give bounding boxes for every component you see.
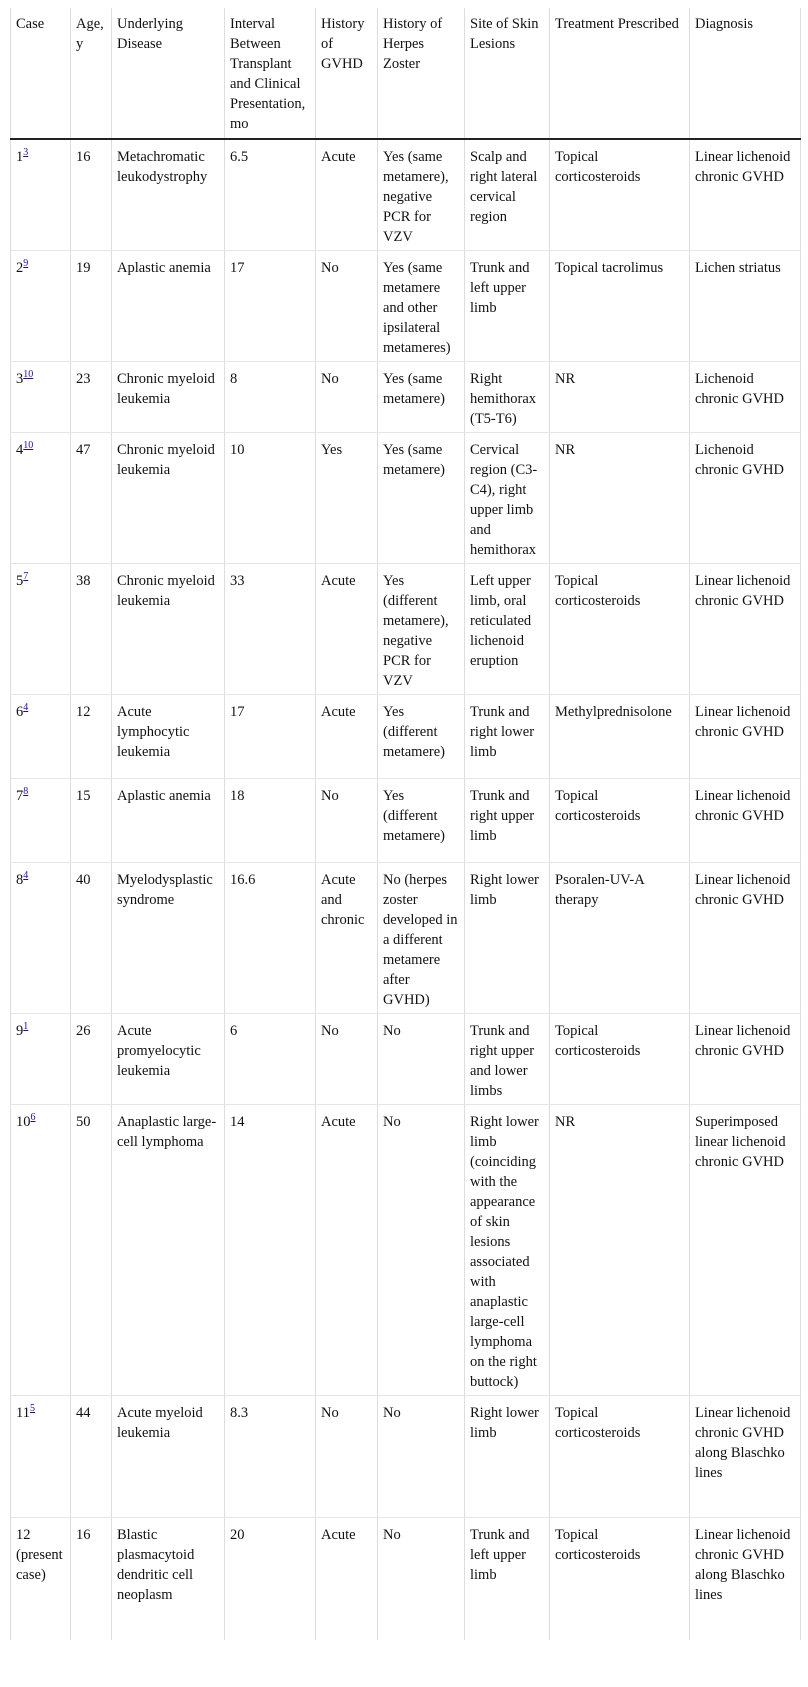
cell-interval: 14 (225, 1105, 316, 1396)
cell-site: Trunk and left upper limb (465, 1518, 550, 1640)
cell-age: 16 (71, 139, 112, 251)
cell-history-gvhd: Acute (316, 695, 378, 779)
cell-age: 15 (71, 779, 112, 863)
cell-site: Left upper limb, oral reticulated lichenoid eruption (465, 564, 550, 695)
cell-age: 40 (71, 863, 112, 1014)
cell-interval: 16.6 (225, 863, 316, 1014)
cell-treatment: Topical corticosteroids (550, 1396, 690, 1518)
cell-underlying-disease: Myelodysplastic syndrome (112, 863, 225, 1014)
cell-history-gvhd: No (316, 1014, 378, 1105)
cell-history-gvhd: Acute (316, 564, 378, 695)
cell-history-gvhd: Yes (316, 433, 378, 564)
cell-history-gvhd: No (316, 779, 378, 863)
cell-underlying-disease: Acute myeloid leukemia (112, 1396, 225, 1518)
cell-case (11, 1014, 71, 1105)
cell-treatment: Topical corticosteroids (550, 1518, 690, 1640)
cell-history-herpes: No (378, 1518, 465, 1640)
cell-underlying-disease: Aplastic anemia (112, 779, 225, 863)
cell-site: Cervical region (C3-C4), right upper limb and hemithorax (465, 433, 550, 564)
column-header-site: Site of Skin Lesions (465, 8, 550, 139)
cell-age: 23 (71, 362, 112, 433)
cell-case (11, 362, 71, 433)
cell-case (11, 433, 71, 564)
case-number: 5 (16, 573, 24, 589)
cell-underlying-disease: Acute promyelocytic leukemia (112, 1014, 225, 1105)
cell-treatment: Topical corticosteroids (550, 564, 690, 695)
cell-age: 38 (71, 564, 112, 695)
cell-underlying-disease: Aplastic anemia (112, 251, 225, 362)
cell-history-gvhd: No (316, 362, 378, 433)
column-header-treatment: Treatment Prescribed (550, 8, 690, 139)
cell-diagnosis: Linear lichenoid chronic GVHD (690, 1014, 801, 1105)
cell-underlying-disease: Chronic myeloid leukemia (112, 362, 225, 433)
table-row (11, 139, 801, 251)
cell-diagnosis: Linear lichenoid chronic GVHD along Blaschko lines (690, 1518, 801, 1640)
cell-site: Right hemithorax (T5-T6) (465, 362, 550, 433)
reference-link[interactable]: 1 (23, 1021, 29, 1033)
table-row (11, 433, 801, 564)
cell-case (11, 139, 71, 251)
table-row (11, 564, 801, 695)
cell-case (11, 695, 71, 779)
table-row (11, 1396, 801, 1518)
cell-case (11, 863, 71, 1014)
cell-history-gvhd: No (316, 1396, 378, 1518)
cell-history-herpes: Yes (same metamere), negative PCR for VZV (378, 139, 465, 251)
case-number: 8 (16, 872, 24, 888)
cell-history-gvhd: Acute (316, 139, 378, 251)
cell-history-herpes: No (378, 1014, 465, 1105)
cell-diagnosis: Linear lichenoid chronic GVHD (690, 564, 801, 695)
reference-link[interactable]: 5 (29, 1403, 35, 1415)
reference-link[interactable]: 7 (23, 571, 29, 583)
header-row (11, 8, 801, 139)
cell-case (11, 1518, 71, 1640)
cell-treatment: NR (550, 433, 690, 564)
cell-history-herpes: Yes (same metamere and other ipsilateral metameres) (378, 251, 465, 362)
case-number: 1 (16, 149, 24, 165)
reference-link[interactable]: 8 (23, 786, 29, 798)
cell-treatment: Topical corticosteroids (550, 1014, 690, 1105)
cell-history-herpes: No (herpes zoster developed in a different metamere after GVHD) (378, 863, 465, 1014)
reference-link[interactable]: 3 (23, 147, 29, 159)
table-body (11, 139, 801, 1640)
table-header (11, 8, 801, 139)
cell-underlying-disease: Chronic myeloid leukemia (112, 433, 225, 564)
reference-link[interactable]: 10 (23, 369, 34, 381)
cell-underlying-disease: Anaplastic large-cell lymphoma (112, 1105, 225, 1396)
column-header-case: Case (11, 8, 71, 139)
cell-age: 26 (71, 1014, 112, 1105)
table-row (11, 1518, 801, 1640)
cell-diagnosis: Linear lichenoid chronic GVHD (690, 139, 801, 251)
cell-diagnosis: Linear lichenoid chronic GVHD (690, 779, 801, 863)
cell-age: 12 (71, 695, 112, 779)
cell-case (11, 1105, 71, 1396)
cell-treatment: Methylprednisolone (550, 695, 690, 779)
cell-diagnosis: Superimposed linear lichenoid chronic GVHD (690, 1105, 801, 1396)
case-number: 10 (16, 1114, 31, 1130)
case-number: 7 (16, 788, 24, 804)
cell-site: Trunk and left upper limb (465, 251, 550, 362)
cell-case (11, 779, 71, 863)
cell-interval: 17 (225, 695, 316, 779)
cell-site: Trunk and right upper and lower limbs (465, 1014, 550, 1105)
cell-interval: 33 (225, 564, 316, 695)
cell-history-gvhd: No (316, 251, 378, 362)
column-header-diagnosis: Diagnosis (690, 8, 801, 139)
cell-treatment: Topical tacrolimus (550, 251, 690, 362)
cell-interval: 18 (225, 779, 316, 863)
cell-diagnosis: Linear lichenoid chronic GVHD (690, 695, 801, 779)
table-row (11, 251, 801, 362)
table-row (11, 863, 801, 1014)
cell-interval: 6.5 (225, 139, 316, 251)
reference-link[interactable]: 4 (23, 870, 29, 882)
case-number: 3 (16, 371, 24, 387)
cell-site: Trunk and right lower limb (465, 695, 550, 779)
cell-history-gvhd: Acute (316, 1518, 378, 1640)
column-header-interval: Interval Between Transplant and Clinical Presentation, mo (225, 8, 316, 139)
cell-interval: 8 (225, 362, 316, 433)
case-number: 12 (present case) (16, 1527, 63, 1583)
cell-diagnosis: Lichenoid chronic GVHD (690, 433, 801, 564)
cell-treatment: NR (550, 1105, 690, 1396)
cell-age: 44 (71, 1396, 112, 1518)
cell-underlying-disease: Acute lymphocytic leukemia (112, 695, 225, 779)
case-number: 2 (16, 260, 24, 276)
table-row (11, 779, 801, 863)
cell-case (11, 564, 71, 695)
cell-diagnosis: Lichen striatus (690, 251, 801, 362)
cell-interval: 10 (225, 433, 316, 564)
cell-history-herpes: No (378, 1105, 465, 1396)
column-header-herpes: History of Herpes Zoster (378, 8, 465, 139)
reference-link[interactable]: 6 (30, 1112, 36, 1124)
table-row (11, 695, 801, 779)
cell-history-herpes: Yes (same metamere) (378, 362, 465, 433)
cell-age: 50 (71, 1105, 112, 1396)
cell-interval: 17 (225, 251, 316, 362)
cell-treatment: NR (550, 362, 690, 433)
table-row (11, 362, 801, 433)
case-table (10, 8, 801, 1640)
cell-case (11, 251, 71, 362)
case-number: 11 (16, 1405, 30, 1421)
table-row (11, 1014, 801, 1105)
cell-underlying-disease: Blastic plasmacytoid dendritic cell neoplasm (112, 1518, 225, 1640)
cell-site: Scalp and right lateral cervical region (465, 139, 550, 251)
cell-site: Right lower limb (465, 1396, 550, 1518)
cell-diagnosis: Linear lichenoid chronic GVHD along Blaschko lines (690, 1396, 801, 1518)
column-header-age: Age, y (71, 8, 112, 139)
cell-site: Right lower limb (coinciding with the appearance of skin lesions associated with anaplastic large-cell lymphoma on the right buttock) (465, 1105, 550, 1396)
cell-diagnosis: Linear lichenoid chronic GVHD (690, 863, 801, 1014)
cell-age: 16 (71, 1518, 112, 1640)
table-row (11, 1105, 801, 1396)
column-header-gvhd: History of GVHD (316, 8, 378, 139)
cell-diagnosis: Lichenoid chronic GVHD (690, 362, 801, 433)
cell-age: 19 (71, 251, 112, 362)
cell-interval: 20 (225, 1518, 316, 1640)
reference-link[interactable]: 4 (23, 702, 29, 714)
cell-history-herpes: Yes (different metamere) (378, 779, 465, 863)
cell-history-herpes: Yes (different metamere), negative PCR for VZV (378, 564, 465, 695)
cell-history-gvhd: Acute (316, 1105, 378, 1396)
case-number: 9 (16, 1023, 24, 1039)
cell-underlying-disease: Metachromatic leukodystrophy (112, 139, 225, 251)
cell-history-gvhd: Acute and chronic (316, 863, 378, 1014)
cell-treatment: Topical corticosteroids (550, 139, 690, 251)
cell-interval: 6 (225, 1014, 316, 1105)
cell-age: 47 (71, 433, 112, 564)
reference-link[interactable]: 10 (23, 440, 34, 452)
cell-history-herpes: No (378, 1396, 465, 1518)
cell-treatment: Psoralen-UV-A therapy (550, 863, 690, 1014)
cell-history-herpes: Yes (different metamere) (378, 695, 465, 779)
cell-history-herpes: Yes (same metamere) (378, 433, 465, 564)
cell-treatment: Topical corticosteroids (550, 779, 690, 863)
cell-site: Right lower limb (465, 863, 550, 1014)
case-number: 6 (16, 704, 24, 720)
cell-site: Trunk and right upper limb (465, 779, 550, 863)
case-number: 4 (16, 442, 24, 458)
column-header-disease: Underlying Disease (112, 8, 225, 139)
cell-case (11, 1396, 71, 1518)
cell-interval: 8.3 (225, 1396, 316, 1518)
cell-underlying-disease: Chronic myeloid leukemia (112, 564, 225, 695)
reference-link[interactable]: 9 (23, 258, 29, 270)
